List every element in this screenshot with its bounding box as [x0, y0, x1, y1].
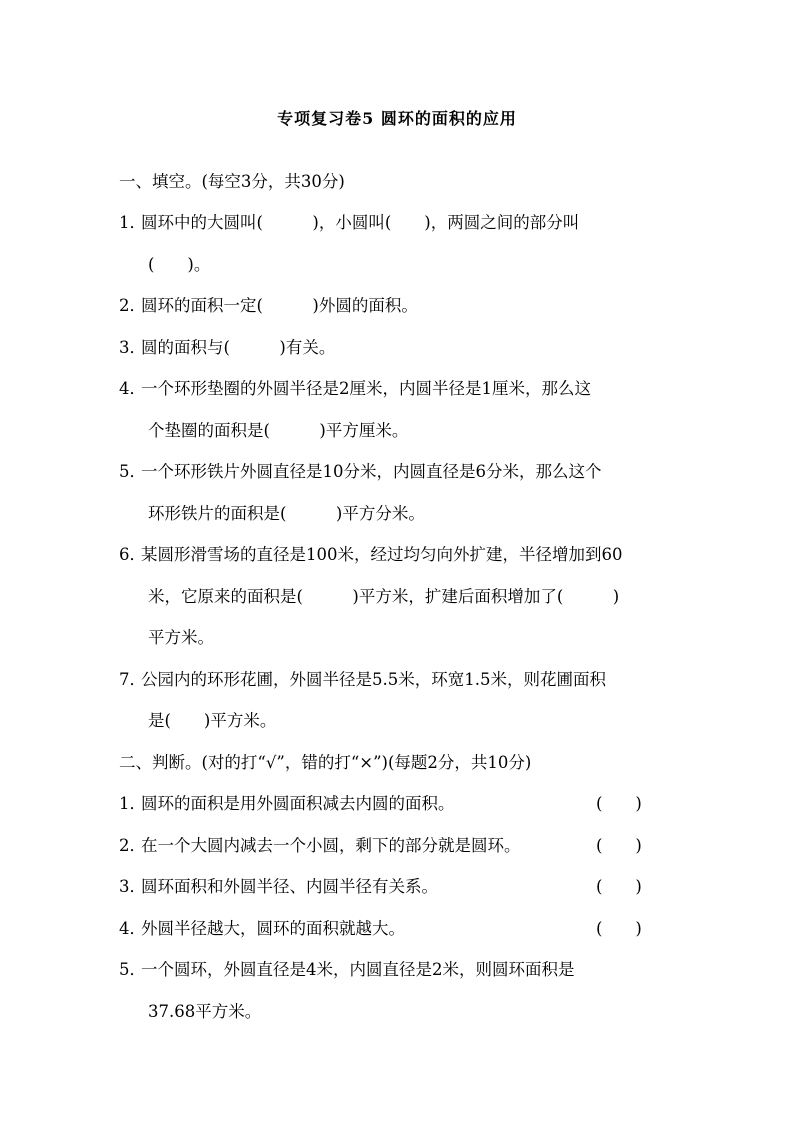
question-number: 3． — [119, 877, 146, 896]
question-text: 一个环形垫圈的外圆半径是2厘米，内圆半径是1厘米，那么这 — [141, 379, 591, 398]
question-text: 在一个大圆内减去一个小圆，剩下的部分就是圆环。 — [141, 836, 521, 855]
answer-blank-2-2: ( ) — [596, 836, 642, 855]
question-1-6-cont2: 平方米。 — [148, 628, 214, 647]
question-1-1-cont: ( )。 — [148, 255, 211, 274]
question-1-6-cont: 米，它原来的面积是( )平方米，扩建后面积增加了( ) — [148, 587, 620, 606]
section1-heading: 一、填空。(每空3分，共30分) — [119, 172, 345, 191]
page-title: 专项复习卷5 圆环的面积的应用 — [277, 109, 517, 128]
question-number: 3． — [119, 338, 146, 357]
question-number: 6． — [119, 545, 146, 564]
question-text: 外圆半径越大，圆环的面积就越大。 — [141, 919, 405, 938]
question-1-4-cont: 个垫圈的面积是( )平方厘米。 — [148, 421, 409, 440]
question-text: 圆环中的大圆叫( )，小圆叫( )，两圆之间的部分叫 — [141, 213, 580, 232]
section2-heading: 二、判断。(对的打“√”，错的打“×”)(每题2分，共10分) — [119, 753, 532, 772]
question-text: 一个环形铁片外圆直径是10分米，内圆直径是6分米，那么这个 — [141, 462, 602, 481]
answer-blank-2-3: ( ) — [596, 877, 642, 896]
question-2-1 — [119, 792, 455, 816]
question-number: 4． — [119, 379, 146, 398]
question-number: 7． — [119, 670, 146, 689]
question-number: 1． — [119, 794, 146, 813]
question-1-3 — [119, 336, 335, 360]
question-number: 2． — [119, 296, 146, 315]
question-text: 圆环面积和外圆半径、内圆半径有关系。 — [141, 877, 438, 896]
question-1-1 — [119, 211, 579, 235]
question-1-7-cont: 是( )平方米。 — [148, 711, 277, 730]
question-number: 1． — [119, 213, 146, 232]
question-2-3 — [119, 875, 438, 899]
answer-blank-2-4: ( ) — [596, 919, 642, 938]
question-1-2 — [119, 294, 418, 318]
question-2-5 — [119, 958, 575, 982]
question-text: 一个圆环，外圆直径是4米，内圆直径是2米，则圆环面积是 — [141, 960, 575, 979]
question-number: 4． — [119, 919, 146, 938]
question-1-4 — [119, 377, 591, 401]
question-number: 5． — [119, 960, 146, 979]
question-2-2 — [119, 834, 521, 858]
question-1-5 — [119, 460, 602, 484]
question-text: 公园内的环形花圃，外圆半径是5.5米，环宽1.5米，则花圃面积 — [141, 670, 606, 689]
question-number: 5． — [119, 462, 146, 481]
question-1-6 — [119, 543, 623, 567]
question-2-5-cont: 37.68平方米。 — [148, 1002, 262, 1021]
question-text: 某圆形滑雪场的直径是100米，经过均匀向外扩建，半径增加到60 — [141, 545, 623, 564]
question-1-5-cont: 环形铁片的面积是( )平方分米。 — [148, 504, 425, 523]
question-text: 圆的面积与( )有关。 — [141, 338, 336, 357]
question-1-7 — [119, 668, 606, 692]
question-2-4 — [119, 917, 405, 941]
question-number: 2． — [119, 836, 146, 855]
answer-blank-2-1: ( ) — [596, 794, 642, 813]
question-text: 圆环的面积是用外圆面积减去内圆的面积。 — [141, 794, 455, 813]
question-text: 圆环的面积一定( )外圆的面积。 — [141, 296, 418, 315]
